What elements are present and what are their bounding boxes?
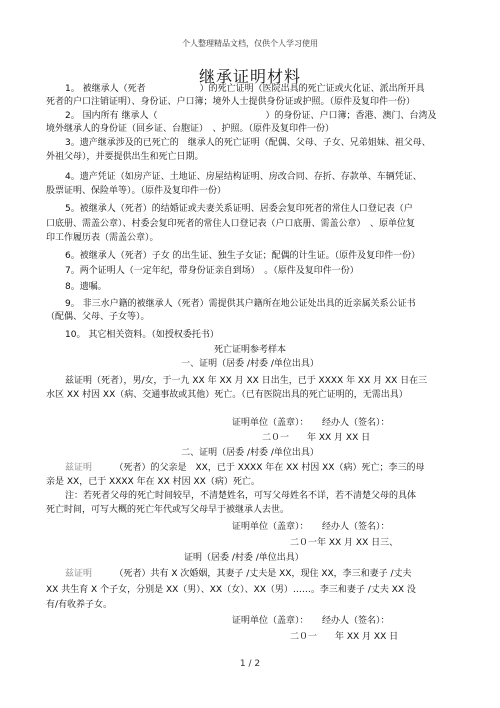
item-9-line-1: 9。 非三水户籍的被继承人（死者）需提供其户籍所在地公证处出具的近亲属关系公证书 [65, 299, 416, 309]
item-7-line-1: 7。两个证明人（一定年纪，带身份证亲自到场） 。（原件及复印件一份） [65, 266, 359, 276]
section-2-body-line-3: 注：若死者父母的死亡时间较早，不清楚姓名，可写父母姓名不详，若不清楚父母的具体 [65, 491, 417, 501]
item-3-line-1: 3。遗产继承涉及的已死亡的 继承人的死亡证明（配偶、父母、子女、兄弟姐妹、祖父母、 [65, 138, 431, 148]
section-2-sign: 证明单位（盖章）： 经办人（签名）： [232, 522, 390, 532]
section-3-body-line-1: （死者）共有 X 次婚姻，其妻子 /丈夫是 XX，现住 XX，李三和妻子 /丈夫 [101, 569, 412, 579]
section-1-heading: 一、证明（居委 /村委 /单位出具） [181, 359, 319, 369]
section-2-heading: 二、证明（居委 /村委 /单位出具） [181, 448, 319, 458]
item-6-line-1: 6。被继承人（死者）子女 的出生证、独生子女证；配偶的计生证。（原件及复印件一份） [65, 251, 421, 261]
item-8-line-1: 8。遗嘱。 [65, 282, 107, 292]
item-2-line-2: 境外继承人的身份证（回乡证、台胞证） 、护照。（原件及复印件一份） [46, 124, 335, 134]
section-3-body-line-2: XX 共生育 X 个子女，分别是 XX（男）、XX（女）、XX（男）……。李三和妻子 /丈夫 XX 没 [46, 585, 416, 595]
section-2-lead: 兹证明 [65, 463, 93, 473]
section-3-date: 二０一 年 XX 月 XX 日 [290, 632, 399, 642]
item-5-line-3: 印工作履历表（需盖公章）。 [46, 233, 159, 243]
section-3-sign: 证明单位（盖章）： 经办人（签名）： [232, 616, 390, 626]
item-5-line-1: 5。被继承人（死者）的结婚证或夫妻关系证明、居委会复印死者的常住人口登记表（户 [65, 204, 413, 214]
item-2-line-1: 2。 国内所有 继承人（ ）的身份证、户口簿；香港、澳门、台湾及 [65, 111, 437, 121]
item-1-line-1: 1。 被继承人（死者 ）的死亡证明（医院出具的死亡证或火化证、派出所开具 [65, 84, 425, 94]
section-1-sign: 证明单位（盖章）： 经办人（签名）： [232, 418, 390, 428]
section-3-heading: 证明（居委 /村委 /单位出具） [184, 553, 304, 563]
header-note: 个人整理精品文档，仅供个人学习使用 [182, 39, 318, 48]
section-2-body-line-1: （死者）的父亲是 XX，已于 XXXX 年在 XX 村因 XX（病）死亡；李三的母 [101, 463, 425, 473]
item-4-line-1: 4。遗产凭证（如房产证、土地证、房屋结构证明、房改合同、存折、存款单、车辆凭证、 [65, 172, 422, 182]
item-3-line-2: 外祖父母），并要提供出生和死亡日期。 [46, 152, 204, 162]
item-5-line-2: 口底册、需盖公章）、村委会复印死者的常住人口登记表（户口底册、需盖公章） 、原单位复 [46, 219, 416, 229]
section-2-body-line-2: 亲是 XX，已于 XXXX 年在 XX 村因 XX（病）死亡。 [46, 477, 260, 487]
section-2-date: 二０一年 XX 月 XX 日三、 [290, 538, 399, 548]
item-10-line-1: 10。 其它相关资料。（如授权委托书） [65, 330, 219, 340]
section-3-lead: 兹证明 [65, 569, 93, 579]
section-3-body-line-3: 有/有收养子女。 [46, 600, 113, 610]
sample-heading: 死亡证明参考样本 [213, 345, 286, 355]
section-2-body-line-4: 死亡时间，可写大概的死亡年代或写父母早于被继承人去世。 [46, 505, 290, 515]
item-9-line-2: （配偶、父母、子女等）。 [46, 312, 150, 322]
section-1-body-line-2: 水区 XX 村因 XX（病、交通事故或其他）死亡。（已有医院出具的死亡证明的，无需出具） [46, 390, 408, 400]
document-title: 继承证明材料 [198, 67, 301, 86]
item-1-line-2: 死者的户口注销证明）、身份证、户口簿；境外人士提供身份证或护照。（原件及复印件一份） [46, 97, 416, 107]
page-number: 1 / 2 [239, 659, 261, 669]
section-1-date: 二０一 年 XX 月 XX 日 [262, 433, 371, 443]
section-1-body-line-1: 兹证明（死者），男/女，于一九 XX 年 XX 月 XX 日出生，已于 XXXX 年 XX 月 XX 日在三 [65, 376, 428, 386]
item-4-line-2: 股票证明、保险单等）。（原件及复印件一份） [46, 186, 227, 196]
